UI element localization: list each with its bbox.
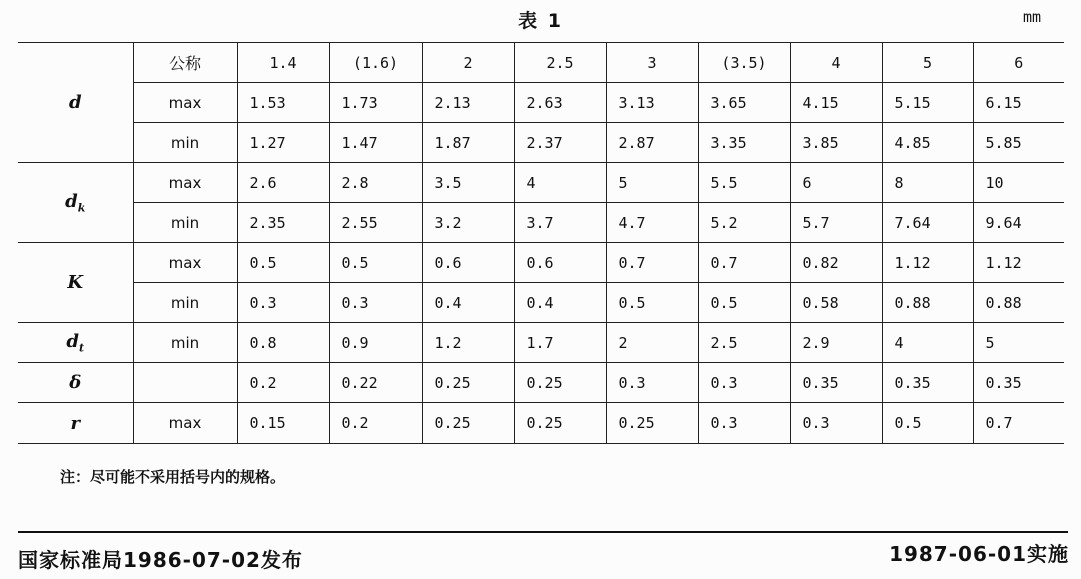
value-cell: 3.5 <box>422 163 514 203</box>
table-row <box>18 203 1064 243</box>
value-cell: 0.25 <box>422 403 514 444</box>
value-cell: 0.25 <box>422 363 514 403</box>
table-row <box>18 363 1064 403</box>
table-row <box>18 83 1064 123</box>
value-cell: 2.5 <box>698 323 790 363</box>
value-cell: 8 <box>882 163 973 203</box>
table-row <box>18 323 1064 363</box>
limit-label: min <box>133 323 237 363</box>
value-cell: 6.15 <box>973 83 1064 123</box>
value-cell: 3.85 <box>790 123 882 163</box>
value-cell: 0.6 <box>422 243 514 283</box>
nominal-label: 公称 <box>133 43 237 83</box>
value-cell: 1.12 <box>882 243 973 283</box>
value-cell: 3.35 <box>698 123 790 163</box>
value-cell: 0.3 <box>606 363 698 403</box>
nominal-cell: (3.5) <box>698 43 790 83</box>
value-cell: 0.5 <box>698 283 790 323</box>
nominal-cell: 3 <box>606 43 698 83</box>
limit-label: min <box>133 123 237 163</box>
nominal-cell: 1.4 <box>237 43 329 83</box>
symbol-cell: d <box>18 43 133 163</box>
value-cell: 0.25 <box>514 403 606 444</box>
value-cell: 4.15 <box>790 83 882 123</box>
value-cell: 3.13 <box>606 83 698 123</box>
table-row <box>18 243 1064 283</box>
value-cell: 0.58 <box>790 283 882 323</box>
unit-label: mm <box>1022 8 1041 26</box>
value-cell: 0.3 <box>329 283 422 323</box>
symbol-cell: K <box>18 243 133 323</box>
value-cell: 2.63 <box>514 83 606 123</box>
value-cell: 2.87 <box>606 123 698 163</box>
value-cell: 0.4 <box>422 283 514 323</box>
value-cell: 0.15 <box>237 403 329 444</box>
value-cell: 4.85 <box>882 123 973 163</box>
nominal-cell: 2 <box>422 43 514 83</box>
limit-label: max <box>133 163 237 203</box>
value-cell: 0.5 <box>329 243 422 283</box>
value-cell: 0.7 <box>606 243 698 283</box>
value-cell: 0.2 <box>237 363 329 403</box>
table-row <box>18 283 1064 323</box>
effective-date: 1987-06-01实施 <box>889 542 1069 566</box>
value-cell: 0.5 <box>606 283 698 323</box>
value-cell: 0.25 <box>606 403 698 444</box>
value-cell: 0.8 <box>237 323 329 363</box>
value-cell: 0.9 <box>329 323 422 363</box>
value-cell: 0.7 <box>973 403 1064 444</box>
value-cell: 0.88 <box>973 283 1064 323</box>
value-cell: 0.2 <box>329 403 422 444</box>
value-cell: 4 <box>882 323 973 363</box>
value-cell: 2.8 <box>329 163 422 203</box>
value-cell: 2.37 <box>514 123 606 163</box>
value-cell: 0.6 <box>514 243 606 283</box>
value-cell: 0.4 <box>514 283 606 323</box>
limit-label: max <box>133 403 237 444</box>
value-cell: 0.3 <box>698 403 790 444</box>
value-cell: 1.47 <box>329 123 422 163</box>
table-body <box>18 43 1064 444</box>
value-cell: 0.25 <box>514 363 606 403</box>
value-cell: 3.2 <box>422 203 514 243</box>
value-cell: 10 <box>973 163 1064 203</box>
value-cell: 0.35 <box>882 363 973 403</box>
table-row <box>18 403 1064 444</box>
table-row <box>18 43 1064 83</box>
value-cell: 2.13 <box>422 83 514 123</box>
value-cell: 1.73 <box>329 83 422 123</box>
value-cell: 1.87 <box>422 123 514 163</box>
value-cell: 0.3 <box>698 363 790 403</box>
value-cell: 2.6 <box>237 163 329 203</box>
value-cell: 5.15 <box>882 83 973 123</box>
value-cell: 1.12 <box>973 243 1064 283</box>
value-cell: 0.22 <box>329 363 422 403</box>
value-cell: 4 <box>514 163 606 203</box>
value-cell: 0.5 <box>237 243 329 283</box>
value-cell: 0.7 <box>698 243 790 283</box>
value-cell: 0.35 <box>973 363 1064 403</box>
value-cell: 5.85 <box>973 123 1064 163</box>
value-cell: 0.82 <box>790 243 882 283</box>
value-cell: 5.5 <box>698 163 790 203</box>
value-cell: 3.65 <box>698 83 790 123</box>
value-cell: 5.2 <box>698 203 790 243</box>
value-cell: 1.7 <box>514 323 606 363</box>
table-caption: 表 1 <box>518 10 563 32</box>
limit-label: max <box>133 243 237 283</box>
value-cell: 7.64 <box>882 203 973 243</box>
nominal-cell: 4 <box>790 43 882 83</box>
dimension-table <box>18 42 1064 444</box>
value-cell: 2.35 <box>237 203 329 243</box>
value-cell: 0.5 <box>882 403 973 444</box>
limit-label: max <box>133 83 237 123</box>
value-cell: 5 <box>606 163 698 203</box>
value-cell: 0.35 <box>790 363 882 403</box>
value-cell: 0.3 <box>237 283 329 323</box>
value-cell: 1.27 <box>237 123 329 163</box>
value-cell: 1.2 <box>422 323 514 363</box>
value-cell: 3.7 <box>514 203 606 243</box>
value-cell: 6 <box>790 163 882 203</box>
table-row <box>18 123 1064 163</box>
symbol-cell: $d_t$ <box>18 323 133 363</box>
value-cell: 0.3 <box>790 403 882 444</box>
value-cell: 1.53 <box>237 83 329 123</box>
value-cell: 2 <box>606 323 698 363</box>
value-cell: 0.88 <box>882 283 973 323</box>
value-cell: 5 <box>973 323 1064 363</box>
limit-label <box>133 363 237 403</box>
symbol-cell: δ <box>18 363 133 403</box>
symbol-cell: r <box>18 403 133 444</box>
table-note: 注：尽可能不采用括号内的规格。 <box>60 468 286 486</box>
limit-label: min <box>133 203 237 243</box>
nominal-cell: 5 <box>882 43 973 83</box>
issued-date: 国家标准局1986-07-02发布 <box>18 548 303 572</box>
nominal-cell: (1.6) <box>329 43 422 83</box>
footer-divider <box>18 531 1068 533</box>
nominal-cell: 2.5 <box>514 43 606 83</box>
value-cell: 9.64 <box>973 203 1064 243</box>
nominal-cell: 6 <box>973 43 1064 83</box>
symbol-cell: $d_k$ <box>18 163 133 243</box>
value-cell: 5.7 <box>790 203 882 243</box>
value-cell: 2.55 <box>329 203 422 243</box>
limit-label: min <box>133 283 237 323</box>
value-cell: 4.7 <box>606 203 698 243</box>
value-cell: 2.9 <box>790 323 882 363</box>
table-row <box>18 163 1064 203</box>
